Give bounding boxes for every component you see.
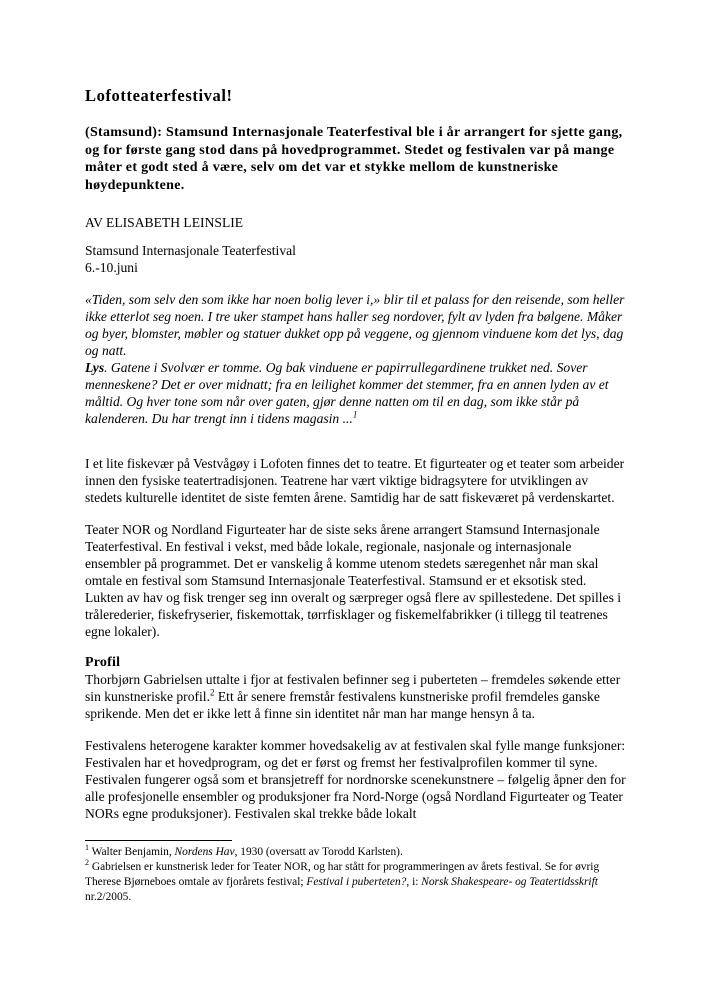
footnote-1-text: Walter Benjamin,: [89, 846, 175, 858]
footnote-1-marker: 1: [85, 843, 89, 853]
footnote-1: [85, 845, 628, 860]
footnote-separator: [85, 840, 232, 841]
profil-p1-text-a: Thorbjørn Gabrielsen uttalte i fjor at festivalen befinner seg i puberteten – fremdeles søkende etter sin kunstneriske profil.: [85, 672, 621, 704]
footnote-1-text-end: , 1930 (oversatt av Torodd Karlsten).: [234, 846, 403, 858]
section-heading-profil: Profil: [85, 655, 121, 670]
footnote-2-marker: 2: [85, 858, 89, 868]
byline: AV ELISABETH LEINSLIE: [85, 215, 244, 230]
event-dates: 6.-10.juni: [85, 260, 138, 275]
paragraph-profil-2: Festivalens heterogene karakter kommer hovedsakelig av at festivalen skal fylle mange funksjoner: Festivalen har et hovedprogram, og det er først og fremst her festivalprofilen kommer til syne. Festivalen fungerer også som et bransjetreff for nordnorske scenekunstnere – følgelig åpner den for alle profesjonelle ensembler og produksjoner fra Nord-Norge (også Nordland Figurteater og Teater NORs egne produksjoner). Festivalen skal trekke både lokalt: [85, 738, 626, 821]
quote-part1: «Tiden, som selv den som ikke har noen bolig lever i,» blir til et palass for den reisende, som heller ikke etterlot seg noen. I tre uker stampet hans haller seg nordover, fylt av lyden fra bølgene. Måker og byer, blomster, møbler og statuer dukket opp på veggene, og gjennom vinduene kom det lys, dag og natt.: [85, 292, 625, 358]
footnote-2-article-title: Festival i puberteten?: [306, 876, 407, 888]
event-name: Stamsund Internasjonale Teaterfestival: [85, 243, 296, 258]
footnote-1-work-title: Nordens Hav: [174, 846, 235, 858]
profil-p1-text-b: Ett år senere fremstår festivalens kunstneriske profil fremdeles ganske sprikende. Men det er ikke lett å finne sin identitet når man har mange hensyn å ta.: [85, 689, 600, 721]
opening-quote: [85, 291, 628, 427]
lead-paragraph: (Stamsund): Stamsund Internasjonale Teaterfestival ble i år arrangert for sjette gang, og for første gang stod dans på hovedprogrammet. Stedet og festivalen var på mange måter et godt sted å være, selv om det var et stykke mellom de kunstneriske høydepunktene.: [85, 125, 623, 193]
article-title: Lofotteaterfestival!: [85, 86, 233, 105]
footnote-2-text-end: nr.2/2005.: [85, 891, 132, 903]
footnote-2-text: Gabrielsen er kunstnerisk leder for Teater NOR, og har stått for programmeringen av årets festival. Se for øvrig Therese Bjørneboes omtale av fjorårets festival;: [85, 861, 600, 888]
footnote-2-text-mid: , i:: [406, 876, 422, 888]
quote-part2: . Gatene i Svolvær er tomme. Og bak vinduene er papirrullegardinene trukket ned. Sover menneskene? Det er over midnatt; fra en leilighet kommer det stemmer, fra en annen lyden av et måltid. Og hver tone som når over gaten, gjør denne natten om til en dag, som ikke står på kalenderen. Du har trengt inn i tidens magasin ...: [85, 360, 609, 426]
footnote-ref-1: 1: [352, 409, 358, 420]
footnote-2: [85, 860, 628, 905]
footnote-2-journal-title: Norsk Shakespeare- og Teatertidsskrift: [421, 876, 598, 888]
event-info: [85, 242, 628, 276]
paragraph-teater-nor: Teater NOR og Nordland Figurteater har de siste seks årene arrangert Stamsund Internasjonale Teaterfestival. En festival i vekst, med både lokale, regionale, nasjonale og internasjonale ensembler på programmet. Det er vanskelig å komme utenom stedets særegenhet når man skal omtale en festival som Stamsund Internasjonale Teaterfestival. Stamsund er et eksotisk sted. Lukten av hav og fisk trenger seg inn overalt og særpreger også flere av spillestedene. Det spilles i trålerederier, fiskefryserier, fiskemottak, tørrfisklager og fiskemelfabrikker (i tillegg til teatrenes egne lokaler).: [85, 522, 622, 639]
paragraph-fiskevaer: I et lite fiskevær på Vestvågøy i Lofoten finnes det to teatre. Et figurteater og et teater som arbeider innen den fysiske teatertradisjonen. Teatrene har vært viktige bidragsytere for utviklingen av stedets kulturelle identitet de siste femten årene. Samtidig har de satt fiskeværet på verdenskartet.: [85, 456, 625, 505]
footnotes-section: [85, 840, 628, 905]
quote-lys-word: Lys: [85, 360, 105, 375]
paragraph-profil-1: [85, 671, 628, 722]
footnote-ref-2: 2: [209, 687, 215, 698]
